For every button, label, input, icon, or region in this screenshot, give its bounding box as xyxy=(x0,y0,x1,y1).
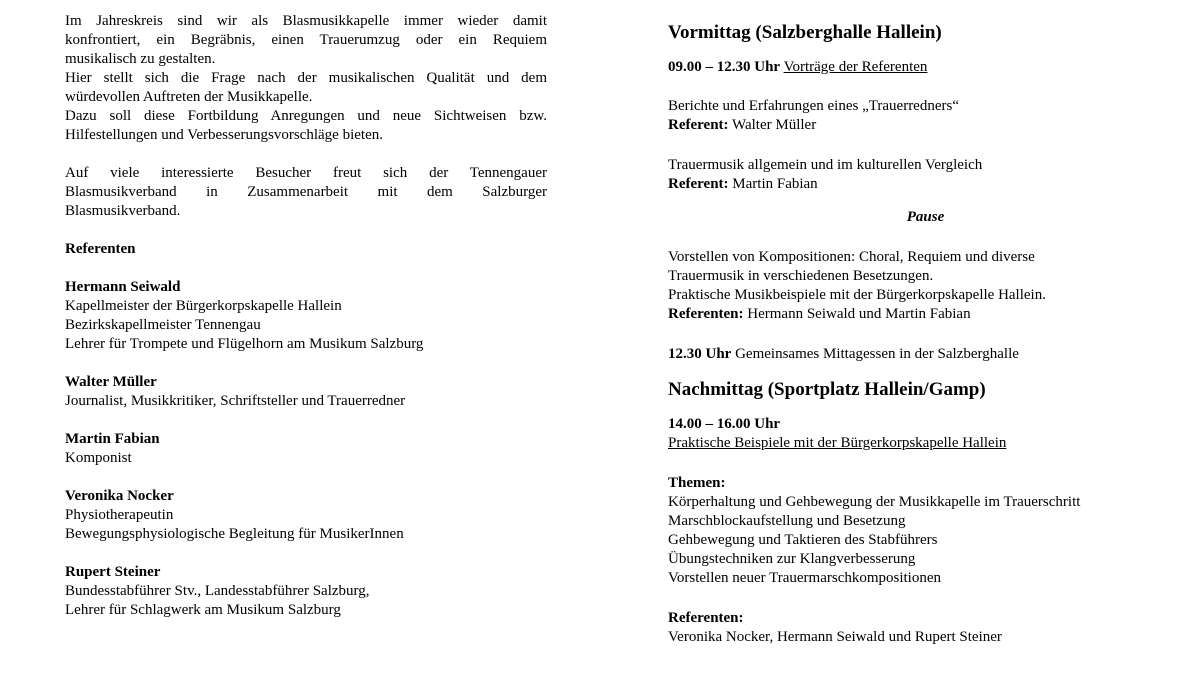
speaker-detail: Bundesstabführer Stv., Landesstabführer Salzburg, xyxy=(65,583,370,599)
intro-line: Dazu soll diese Fortbildung Anregungen und neue Sichtweisen bzw. xyxy=(65,108,547,124)
speaker-block xyxy=(65,487,547,544)
referent-name: Walter Müller xyxy=(732,117,817,133)
themen-label: Themen: xyxy=(668,475,726,491)
right-column xyxy=(668,12,1183,647)
intro-line: musikalisch zu gestalten. xyxy=(65,51,216,67)
talk-title: Trauermusik allgemein und im kulturellen Vergleich xyxy=(668,157,983,173)
speaker-name: Veronika Nocker xyxy=(65,488,174,504)
morning-time: 09.00 – 12.30 Uhr xyxy=(668,59,781,75)
left-column xyxy=(65,12,547,620)
speaker-detail: Komponist xyxy=(65,450,132,466)
speaker-name: Hermann Seiwald xyxy=(65,279,181,295)
talk-title: Berichte und Erfahrungen eines „Trauerredners“ xyxy=(668,98,959,114)
talk-line: Trauermusik in verschiedenen Besetzungen. xyxy=(668,268,934,284)
speaker-name: Walter Müller xyxy=(65,374,157,390)
referent-name: Hermann Seiwald und Martin Fabian xyxy=(747,306,971,322)
speaker-detail: Kapellmeister der Bürgerkorpskapelle Hallein xyxy=(65,298,342,314)
talk-block xyxy=(668,248,1183,324)
speaker-block xyxy=(65,563,547,620)
speaker-block xyxy=(65,278,547,354)
talk-block xyxy=(668,97,1183,135)
lunch-time: 12.30 Uhr xyxy=(668,346,732,362)
intro-line: Hilfestellungen und Verbesserungsvorschläge bieten. xyxy=(65,127,383,143)
morning-topic: Vorträge der Referenten xyxy=(783,59,928,75)
intro-line: Hier stellt sich die Frage nach der musikalischen Qualität und dem xyxy=(65,70,547,86)
afternoon-time: 14.00 – 16.00 Uhr xyxy=(668,416,781,432)
nachmittag-heading: Nachmittag (Sportplatz Hallein/Gamp) xyxy=(668,379,986,400)
talk-block xyxy=(668,156,1183,194)
final-referenten-block xyxy=(668,609,1183,647)
referent-label: Referenten: xyxy=(668,306,744,322)
afternoon-time-block xyxy=(668,415,1183,453)
referenten-heading: Referenten xyxy=(65,241,136,257)
themen-item: Übungstechniken zur Klangverbesserung xyxy=(668,551,916,567)
speaker-name: Martin Fabian xyxy=(65,431,160,447)
themen-block xyxy=(668,474,1183,588)
themen-item: Vorstellen neuer Trauermarschkompositionen xyxy=(668,570,942,586)
welcome-line: Blasmusikverband in Zusammenarbeit mit dem Salzburger xyxy=(65,184,547,200)
afternoon-topic: Praktische Beispiele mit der Bürgerkorpskapelle Hallein xyxy=(668,435,1007,451)
referent-label: Referent: xyxy=(668,117,729,133)
final-referenten-names: Veronika Nocker, Hermann Seiwald und Rupert Steiner xyxy=(668,629,1002,645)
morning-time-line xyxy=(668,58,1183,77)
intro-line: Im Jahreskreis sind wir als Blasmusikkapelle immer wieder damit xyxy=(65,13,547,29)
intro-paragraph xyxy=(65,12,547,145)
speaker-block xyxy=(65,373,547,411)
referent-name: Martin Fabian xyxy=(732,176,818,192)
themen-item: Körperhaltung und Gehbewegung der Musikkapelle im Trauerschritt xyxy=(668,494,1081,510)
vormittag-heading: Vormittag (Salzberghalle Hallein) xyxy=(668,22,942,43)
speaker-detail: Bewegungsphysiologische Begleitung für MusikerInnen xyxy=(65,526,404,542)
referent-label: Referent: xyxy=(668,176,729,192)
welcome-line: Blasmusikverband. xyxy=(65,203,181,219)
talk-line: Vorstellen von Kompositionen: Choral, Requiem und diverse xyxy=(668,249,1035,265)
themen-item: Gehbewegung und Taktieren des Stabführers xyxy=(668,532,938,548)
speaker-detail: Lehrer für Schlagwerk am Musikum Salzburg xyxy=(65,602,341,618)
speaker-name: Rupert Steiner xyxy=(65,564,161,580)
talk-line: Praktische Musikbeispiele mit der Bürgerkorpskapelle Hallein. xyxy=(668,287,1046,303)
final-referenten-label: Referenten: xyxy=(668,610,744,626)
intro-line: konfrontiert, ein Begräbnis, einen Trauerumzug oder ein Requiem xyxy=(65,32,547,48)
welcome-line: Auf viele interessierte Besucher freut sich der Tennengauer xyxy=(65,165,547,181)
intro-line: würdevollen Auftreten der Musikkapelle. xyxy=(65,89,313,105)
pause-label: Pause xyxy=(906,209,945,225)
speaker-block xyxy=(65,430,547,468)
lunch-text: Gemeinsames Mittagessen in der Salzberghalle xyxy=(735,346,1019,362)
speaker-detail: Journalist, Musikkritiker, Schriftsteller und Trauerredner xyxy=(65,393,406,409)
themen-item: Marschblockaufstellung und Besetzung xyxy=(668,513,906,529)
speaker-detail: Lehrer für Trompete und Flügelhorn am Musikum Salzburg xyxy=(65,336,424,352)
welcome-paragraph xyxy=(65,164,547,221)
speaker-detail: Physiotherapeutin xyxy=(65,507,174,523)
speaker-detail: Bezirkskapellmeister Tennengau xyxy=(65,317,261,333)
lunch-line xyxy=(668,345,1183,364)
